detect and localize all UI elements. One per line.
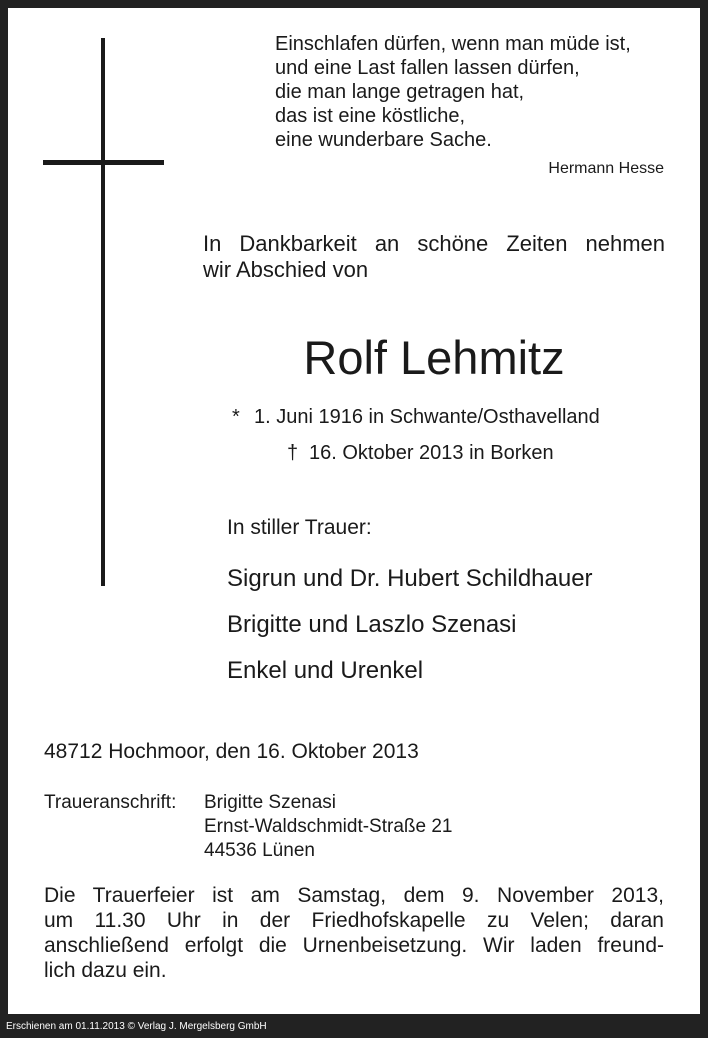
ceremony-line: anschließend erfolgt die Urnenbeisetzung. Wir laden freund- [44, 934, 664, 957]
relative-entry: Sigrun und Dr. Hubert Schildhauer [227, 565, 593, 592]
death-text: 16. Oktober 2013 in Borken [309, 442, 554, 464]
birth-info [232, 406, 600, 429]
cross-icon-vertical-bar [101, 38, 105, 586]
intro-text [203, 231, 665, 283]
ceremony-line: lich dazu ein. [44, 959, 167, 982]
death-cross-icon: † [287, 442, 299, 464]
ceremony-line: um 11.30 Uhr in der Friedhofskapelle zu Velen; daran [44, 909, 664, 932]
poem-line: und eine Last fallen lassen dürfen, [275, 57, 580, 79]
deceased-name: Rolf Lehmitz [303, 331, 565, 384]
intro-line: In Dankbarkeit an schöne Zeiten nehmen [203, 231, 665, 256]
address-line: Ernst-Waldschmidt-Straße 21 [204, 816, 453, 837]
relatives-list [227, 563, 593, 701]
ceremony-text [44, 883, 664, 983]
mourning-address [44, 791, 452, 863]
ceremony-line: Die Trauerfeier ist am Samstag, dem 9. November 2013, [44, 884, 664, 907]
poem [275, 32, 675, 152]
cross-icon-horizontal-bar [43, 160, 164, 165]
poem-author: Hermann Hesse [548, 160, 664, 177]
address-line: 44536 Lünen [204, 840, 315, 861]
poem-line: das ist eine köstliche, [275, 105, 466, 127]
birth-star-icon: * [232, 406, 240, 428]
relative-entry: Enkel und Urenkel [227, 657, 424, 684]
poem-line: die man lange getragen hat, [275, 81, 525, 103]
death-info [287, 442, 554, 465]
address-label: Traueranschrift: [44, 792, 177, 813]
intro-line: wir Abschied von [203, 257, 369, 282]
relative-entry: Brigitte und Laszlo Szenasi [227, 611, 517, 638]
publication-footer: Erschienen am 01.11.2013 © Verlag J. Mergelsberg GmbH [6, 1021, 267, 1032]
place-date: 48712 Hochmoor, den 16. Oktober 2013 [44, 740, 419, 763]
mourning-heading: In stiller Trauer: [227, 516, 372, 539]
poem-line: eine wunderbare Sache. [275, 129, 492, 151]
address-line: Brigitte Szenasi [204, 792, 337, 813]
birth-text: 1. Juni 1916 in Schwante/Osthavelland [254, 406, 600, 428]
poem-line: Einschlafen dürfen, wenn man müde ist, [275, 33, 631, 55]
